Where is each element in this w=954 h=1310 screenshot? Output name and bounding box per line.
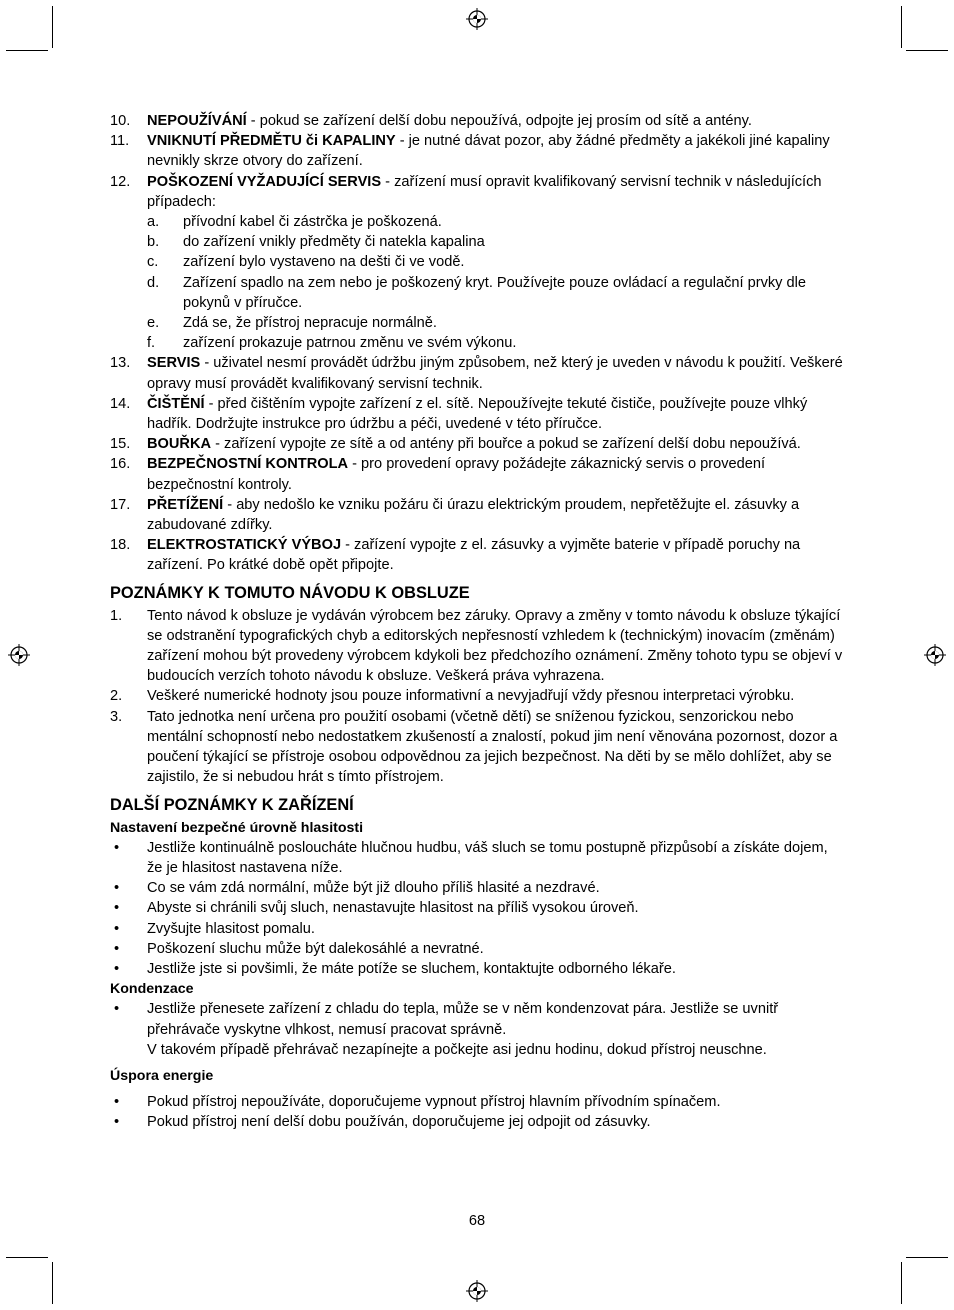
bullet-text: Pokud přístroj není delší dobu používán, doporučujeme jej odpojit od zásuvky. (147, 1114, 651, 1131)
item-number: 11. (110, 133, 130, 150)
item-text: - je nutné dávat pozor, aby žádné předměty a jakékoli jiné kapaliny nevnikly skrze otvory do zařízení. (147, 133, 830, 170)
bullet-text: Pokud přístroj nepoužíváte, doporučujeme vypnout přístroj hlavním přívodním spínačem. (147, 1094, 721, 1111)
item-number: 17. (110, 496, 131, 513)
crop-mark (901, 1262, 902, 1304)
item-title: BOUŘKA (147, 436, 212, 453)
item-text: - pro provedení opravy požádejte zákaznický servis o provedení bezpečnostní kontroly. (147, 456, 766, 493)
energy-heading: Úspora energie (110, 1067, 214, 1084)
bullet-icon: • (114, 920, 120, 937)
bullet-text: Zvyšujte hlasitost pomalu. (147, 920, 315, 937)
sub-item (110, 252, 846, 272)
safety-item (110, 353, 846, 393)
item-title: POŠKOZENÍ VYŽADUJÍCÍ SERVIS (147, 173, 382, 190)
list-item (110, 939, 846, 959)
item-text: - uživatel nesmí provádět údržbu jiným způsobem, než který je uveden v návodu k použití. Veškeré opravy musí provádět kvalifikovaný servisní technik. (147, 355, 843, 392)
page-number: 68 (468, 1213, 486, 1229)
crop-mark (901, 6, 902, 48)
item-number: 18. (110, 537, 131, 554)
item-number: 10. (110, 113, 131, 129)
bullet-icon: • (114, 1001, 120, 1018)
sub-letter: c. (147, 254, 159, 271)
list-item (110, 1112, 846, 1132)
registration-mark-icon (466, 1280, 488, 1302)
item-text: - zařízení vypojte z el. zásuvky a vyjměte baterie v případě poruchy na zařízení. Po krátké době opět připojte. (147, 537, 801, 574)
registration-mark-icon (8, 644, 30, 666)
crop-mark (906, 50, 948, 51)
list-item (110, 898, 846, 918)
sub-text: do zařízení vnikly předměty či natekla kapalina (183, 234, 485, 251)
item-text: - aby nedošlo ke vzniku požáru či úrazu elektrickým proudem, nepřetěžujte el. zásuvky a zabudované zdířky. (147, 496, 800, 534)
sub-text: zařízení prokazuje patrnou změnu ve svém výkonu. (183, 335, 517, 352)
list-item (110, 878, 846, 898)
safety-item (110, 172, 846, 212)
list-item (110, 1092, 846, 1112)
condensation-heading: Kondenzace (110, 981, 194, 998)
bullet-text: Jestliže jste si povšimli, že máte potíže se sluchem, kontaktujte odborného lékaře. (147, 960, 676, 977)
page-content (110, 111, 846, 1133)
item-number: 13. (110, 355, 131, 372)
note-item (110, 707, 846, 788)
item-title: SERVIS (147, 355, 201, 372)
item-number: 3. (110, 708, 123, 725)
sub-item (110, 212, 846, 232)
sub-text: Zdá se, že přístroj nepracuje normálně. (183, 315, 437, 332)
item-number: 2. (110, 688, 123, 705)
safety-item (110, 535, 846, 575)
sub-letter: f. (147, 335, 156, 352)
item-number: 14. (110, 395, 131, 412)
item-title: ELEKTROSTATICKÝ VÝBOJ (147, 537, 342, 554)
note-item (110, 686, 846, 706)
safety-item (110, 434, 846, 454)
item-title: NEPOUŽÍVÁNÍ (147, 113, 247, 129)
list-item (110, 959, 846, 979)
bullet-icon: • (114, 960, 120, 977)
bullet-text: Jestliže přenesete zařízení z chladu do tepla, může se v něm kondenzovat pára. Jestliže se uvnitř přehrávače vyskytne vlhkost, nemusí pracovat správně. (147, 1001, 779, 1038)
bullet-icon: • (114, 1094, 120, 1111)
item-text: - před čištěním vypojte zařízení z el. sítě. Nepoužívejte tekuté čističe, používejte pouze vlhký hadřík. Dodržujte instrukce pro údržbu a péči, uvedené v této příručce. (147, 395, 808, 433)
condensation-extra: V takovém případě přehrávač nezapínejte a počkejte asi jednu hodinu, dokud přístroj neuschne. (147, 1041, 767, 1058)
sub-item (110, 333, 846, 353)
safety-item (110, 495, 846, 535)
sub-item (110, 313, 846, 333)
notes-heading: POZNÁMKY K TOMUTO NÁVODU K OBSLUZE (110, 583, 470, 602)
registration-mark-icon (924, 644, 946, 666)
item-text: Tato jednotka není určena pro použití osobami (včetně dětí) se sníženou fyzickou, senzorickou nebo mentální schopností nebo nedostatkem zkušeností a znalostí, pokud jim není věnována pozornost, dozor a poučení týkající se přístroje osobou odpovědnou za jejich bezpečnost. Na děti by se mělo dohlížet, aby se zajistilo, že si nebudou hrát s tímto přístrojem. (147, 708, 838, 786)
bullet-icon: • (114, 940, 120, 957)
safety-item (110, 454, 846, 494)
bullet-icon: • (114, 1114, 120, 1131)
crop-mark (52, 6, 53, 48)
bullet-text: Poškození sluchu může být dalekosáhlé a nevratné. (147, 940, 484, 957)
item-number: 16. (110, 456, 131, 473)
sub-letter: b. (147, 234, 160, 251)
item-title: PŘETÍŽENÍ (147, 496, 224, 513)
device-heading: DALŠÍ POZNÁMKY K ZAŘÍZENÍ (110, 795, 354, 814)
crop-mark (52, 1262, 53, 1304)
crop-mark (6, 1257, 48, 1258)
bullet-text: Co se vám zdá normální, může být již dlouho příliš hlasité a nezdravé. (147, 880, 600, 897)
sub-item (110, 232, 846, 252)
sub-letter: d. (147, 274, 160, 291)
list-item (110, 838, 846, 878)
bullet-text: Jestliže kontinuálně posloucháte hlučnou hudbu, váš sluch se tomu postupně přizpůsobí a získáte dojem, že je hlasitost nastavena níže. (147, 839, 828, 876)
sub-text: zařízení bylo vystaveno na dešti či ve vodě. (183, 254, 465, 271)
item-title: BEZPEČNOSTNÍ KONTROLA (147, 456, 349, 473)
item-number: 1. (110, 607, 123, 624)
item-title: VNIKNUTÍ PŘEDMĚTU či KAPALINY (147, 133, 396, 150)
sub-text: přívodní kabel či zástrčka je poškozená. (183, 214, 442, 231)
item-title: ČIŠTĚNÍ (147, 395, 205, 412)
note-item (110, 606, 846, 687)
crop-mark (906, 1257, 948, 1258)
item-number: 12. (110, 173, 131, 190)
safety-item (110, 131, 846, 171)
item-text: Tento návod k obsluze je vydáván výrobcem bez záruky. Opravy a změny v tomto návodu k obsluze týkající se odstranění typografických chyb a editorských nepřesností vzhledem k (technickým) inovacím (změnám) zařízení mohou být provedeny výrobcem kdykoli bez předchozího oznámení. Změny tohoto typu se objeví v budoucích verzích tohoto návodu k obsluze. Veškerá práva vyhrazena. (147, 607, 843, 685)
item-text: - zařízení vypojte ze sítě a od antény při bouřce a pokud se zařízení delší dobu nepoužívá. (211, 436, 801, 453)
item-number: 15. (110, 436, 131, 453)
crop-mark (6, 50, 48, 51)
safety-item (110, 111, 846, 131)
item-text: - pokud se zařízení delší dobu nepoužívá, odpojte jej prosím od sítě a antény. (246, 113, 752, 129)
safety-item (110, 394, 846, 434)
list-item (110, 919, 846, 939)
bullet-icon: • (114, 900, 120, 917)
sub-letter: a. (147, 214, 160, 231)
item-text: Veškeré numerické hodnoty jsou pouze informativní a nevyjadřují vždy přesnou interpretaci výrobku. (147, 688, 795, 705)
sub-text: Zařízení spadlo na zem nebo je poškozený kryt. Používejte pouze ovládací a regulační prvky dle pokynů v příručce. (183, 274, 807, 311)
item-text: - zařízení musí opravit kvalifikovaný servisní technik v následujících případech: (147, 173, 822, 210)
registration-mark-icon (466, 8, 488, 30)
bullet-icon: • (114, 880, 120, 897)
volume-heading: Nastavení bezpečné úrovně hlasitosti (110, 819, 364, 836)
list-item (110, 999, 846, 1039)
bullet-text: Abyste si chránili svůj sluch, nenastavujte hlasitost na příliš vysokou úroveň. (147, 900, 639, 917)
sub-item (110, 273, 846, 313)
sub-letter: e. (147, 315, 160, 332)
bullet-icon: • (114, 839, 120, 856)
